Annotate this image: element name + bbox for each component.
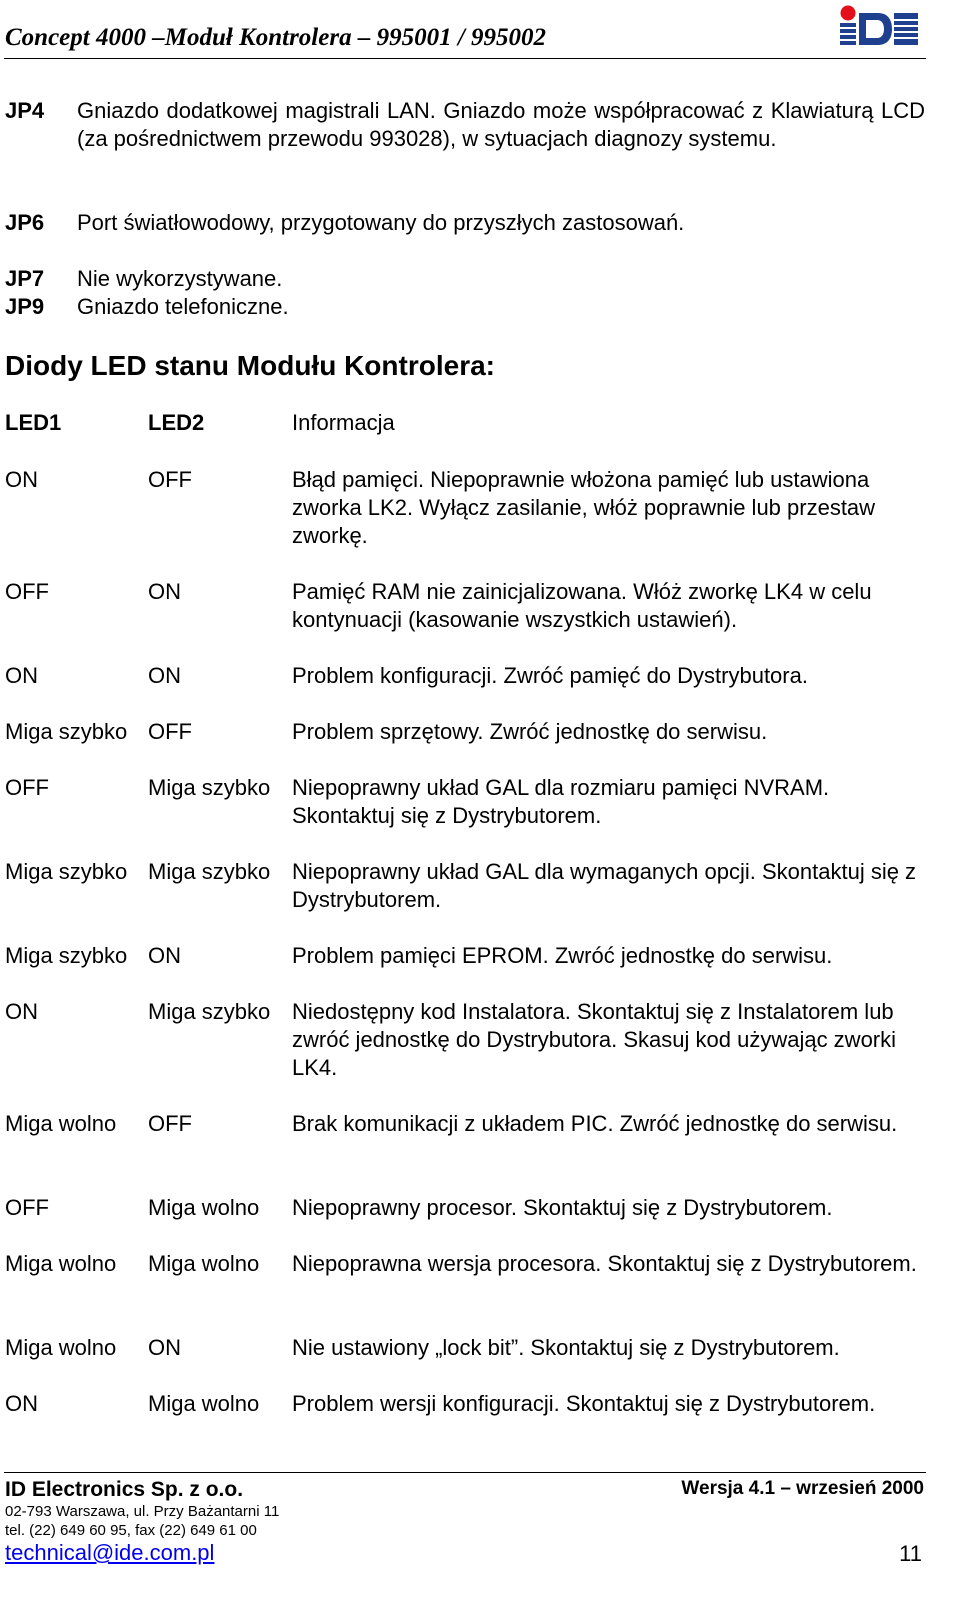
- connector-text-jp4: Gniazdo dodatkowej magistrali LAN. Gniazdo może współpracować z Klawiaturą LCD (za pośrednictwem przewodu 993028), w sytuacjach diagnozy systemu.: [77, 98, 925, 151]
- led2-state: ON: [148, 1335, 181, 1360]
- footer-version: Wersja 4.1 – wrzesień 2000: [681, 1478, 924, 1499]
- led-info: Niepoprawna wersja procesora. Skontaktuj się z Dystrybutorem.: [292, 1251, 917, 1276]
- led1-state: Miga wolno: [5, 1251, 117, 1276]
- page-number: 11: [899, 1541, 922, 1566]
- led2-state: OFF: [148, 467, 192, 492]
- led-info: Problem wersji konfiguracji. Skontaktuj się z Dystrybutorem.: [292, 1391, 876, 1416]
- led1-state: OFF: [5, 579, 49, 604]
- led-info: Niepoprawny układ GAL dla rozmiaru pamięci NVRAM. Skontaktuj się z Dystrybutorem.: [292, 775, 830, 828]
- led2-state: Miga szybko: [148, 999, 271, 1024]
- connector-label-jp7: JP7: [5, 266, 45, 291]
- document-title: Concept 4000 –Moduł Kontrolera – 995001 / 995002: [5, 24, 547, 51]
- led1-state: Miga szybko: [5, 859, 128, 884]
- connector-label-jp6: JP6: [5, 210, 45, 235]
- led2-state: Miga szybko: [148, 859, 271, 884]
- led2-state: OFF: [148, 1111, 192, 1136]
- led1-state: Miga wolno: [5, 1111, 117, 1136]
- led-info: Błąd pamięci. Niepoprawnie włożona pamięć lub ustawiona zworka LK2. Wyłącz zasilanie, włóż poprawnie lub przestaw zworkę.: [292, 467, 876, 548]
- led-info: Niepoprawny procesor. Skontaktuj się z Dystrybutorem.: [292, 1195, 833, 1220]
- led-info: Pamięć RAM nie zainicjalizowana. Włóż zworkę LK4 w celu kontynuacji (kasowanie wszystkich ustawień).: [292, 579, 872, 632]
- led2-state: ON: [148, 579, 181, 604]
- footer-rule: [4, 1472, 926, 1473]
- led1-state: ON: [5, 1391, 38, 1416]
- led1-state: ON: [5, 467, 38, 492]
- led1-state: Miga szybko: [5, 943, 128, 968]
- footer-phone: tel. (22) 649 60 95, fax (22) 649 61 00: [5, 1522, 257, 1539]
- header-rule: [4, 58, 926, 59]
- led-info: Nie ustawiony „lock bit”. Skontaktuj się z Dystrybutorem.: [292, 1335, 840, 1360]
- led2-state: Miga szybko: [148, 775, 271, 800]
- led-info: Problem pamięci EPROM. Zwróć jednostkę do serwisu.: [292, 943, 833, 968]
- led2-state: OFF: [148, 719, 192, 744]
- connector-text-jp6: Port światłowodowy, przygotowany do przyszłych zastosowań.: [77, 210, 685, 235]
- led1-state: Miga szybko: [5, 719, 128, 744]
- connector-label-jp4: JP4: [5, 98, 45, 123]
- ide-logo: [836, 4, 920, 50]
- led2-state: Miga wolno: [148, 1195, 260, 1220]
- led-info: Problem sprzętowy. Zwróć jednostkę do serwisu.: [292, 719, 768, 744]
- led2-state: ON: [148, 943, 181, 968]
- column-header-led2: LED2: [148, 410, 205, 435]
- led2-state: Miga wolno: [148, 1391, 260, 1416]
- led1-state: ON: [5, 999, 38, 1024]
- connector-label-jp9: JP9: [5, 294, 45, 319]
- led1-state: OFF: [5, 1195, 49, 1220]
- led-info: Brak komunikacji z układem PIC. Zwróć jednostkę do serwisu.: [292, 1111, 898, 1136]
- connector-text-jp9: Gniazdo telefoniczne.: [77, 294, 289, 319]
- led1-state: ON: [5, 663, 38, 688]
- led-info: Problem konfiguracji. Zwróć pamięć do Dystrybutora.: [292, 663, 808, 688]
- led1-state: OFF: [5, 775, 49, 800]
- footer-email-link[interactable]: technical@ide.com.pl: [5, 1540, 215, 1565]
- led2-state: ON: [148, 663, 181, 688]
- section-heading: Diody LED stanu Modułu Kontrolera:: [5, 350, 495, 381]
- footer-address: 02-793 Warszawa, ul. Przy Bażantarni 11: [5, 1503, 280, 1520]
- led-info: Niedostępny kod Instalatora. Skontaktuj się z Instalatorem lub zwróć jednostkę do Dystrybutora. Skasuj kod używając zworki LK4.: [292, 999, 897, 1080]
- connector-text-jp7: Nie wykorzystywane.: [77, 266, 283, 291]
- column-header-led1: LED1: [5, 410, 62, 435]
- column-header-info: Informacja: [292, 410, 395, 435]
- footer-company: ID Electronics Sp. z o.o.: [5, 1478, 244, 1501]
- led-info: Niepoprawny układ GAL dla wymaganych opcji. Skontaktuj się z Dystrybutorem.: [292, 859, 917, 912]
- led2-state: Miga wolno: [148, 1251, 260, 1276]
- led1-state: Miga wolno: [5, 1335, 117, 1360]
